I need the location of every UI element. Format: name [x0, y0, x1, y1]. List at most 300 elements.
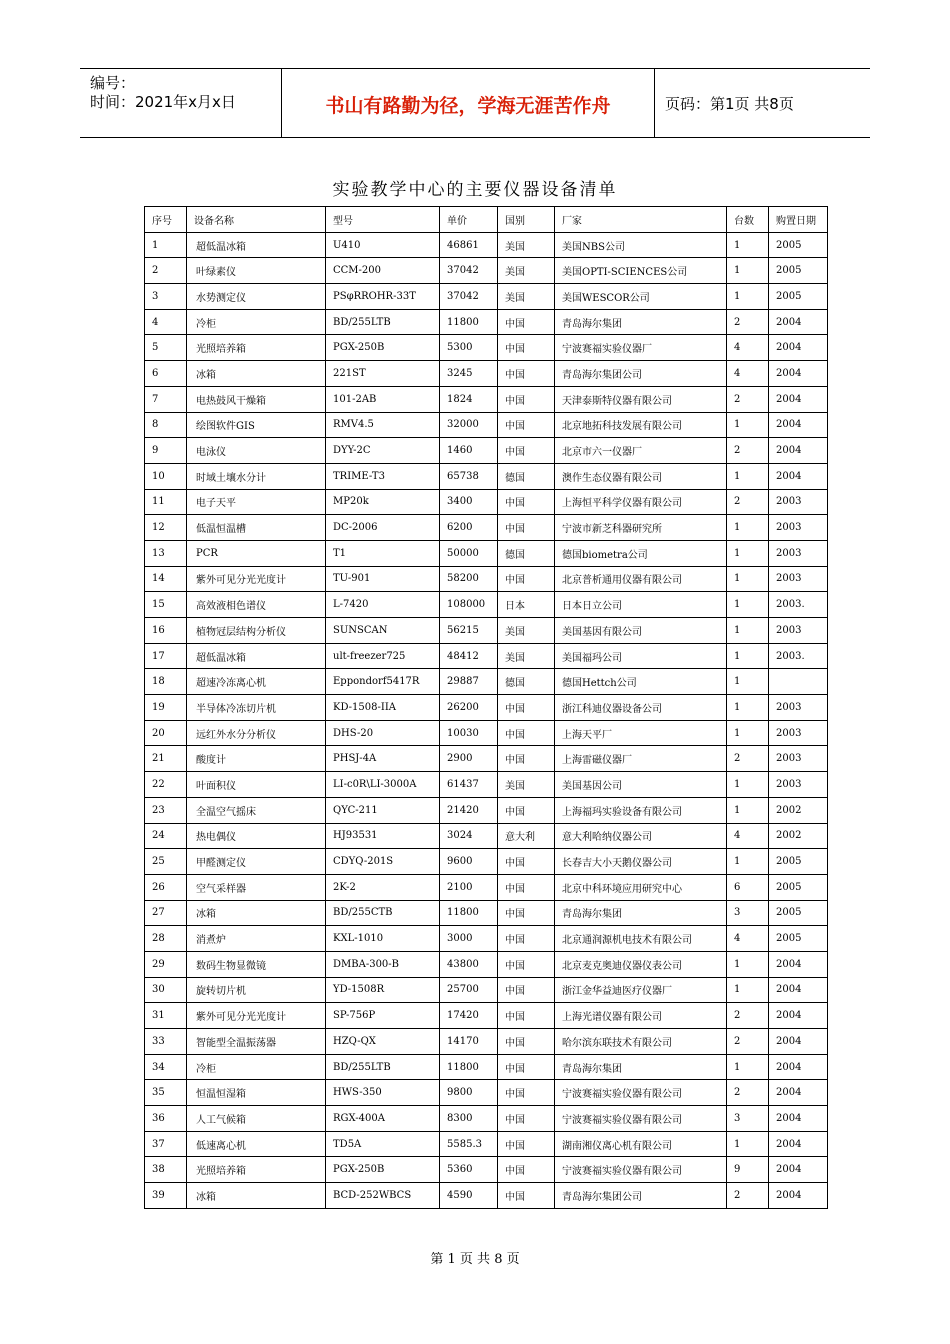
cell-model: DMBA-300-B	[326, 951, 440, 977]
table-row	[145, 720, 828, 746]
cell-index: 38	[145, 1157, 187, 1183]
cell-model: PGX-250B	[326, 1157, 440, 1183]
cell-index: 35	[145, 1080, 187, 1106]
cell-quantity: 2	[727, 1003, 769, 1029]
cell-maker: 德国Hettch公司	[555, 669, 727, 695]
cell-country: 美国	[498, 643, 555, 669]
cell-quantity: 1	[727, 540, 769, 566]
cell-maker: 日本日立公司	[555, 592, 727, 618]
table-row	[145, 823, 828, 849]
cell-date: 2002	[769, 823, 828, 849]
cell-country: 美国	[498, 284, 555, 310]
cell-name: 数码生物显微镜	[187, 951, 326, 977]
table-row	[145, 695, 828, 721]
cell-index: 17	[145, 643, 187, 669]
cell-date: 2005	[769, 926, 828, 952]
cell-country: 中国	[498, 309, 555, 335]
cell-maker: 意大利哈纳仪器公司	[555, 823, 727, 849]
cell-model: YD-1508R	[326, 977, 440, 1003]
cell-date: 2005	[769, 874, 828, 900]
table-header-row	[145, 207, 828, 233]
column-header-quantity: 台数	[727, 207, 769, 233]
cell-index: 39	[145, 1183, 187, 1209]
cell-price: 46861	[440, 232, 498, 258]
cell-maker: 美国OPTI-SCIENCES公司	[555, 258, 727, 284]
document-time: 时间：2021年x月x日	[90, 93, 236, 111]
table-row	[145, 1131, 828, 1157]
cell-name: 甲醛测定仪	[187, 849, 326, 875]
cell-country: 中国	[498, 1054, 555, 1080]
cell-price: 43800	[440, 951, 498, 977]
cell-price: 9800	[440, 1080, 498, 1106]
cell-index: 14	[145, 566, 187, 592]
cell-index: 29	[145, 951, 187, 977]
header-page-number: 页码：第1页 共8页	[665, 95, 794, 113]
cell-quantity: 1	[727, 669, 769, 695]
cell-name: 冰箱	[187, 900, 326, 926]
cell-name: 紫外可见分光光度计	[187, 566, 326, 592]
cell-index: 13	[145, 540, 187, 566]
cell-country: 中国	[498, 977, 555, 1003]
cell-price: 5360	[440, 1157, 498, 1183]
cell-price: 56215	[440, 618, 498, 644]
cell-name: 热电偶仪	[187, 823, 326, 849]
cell-maker: 北京通润源机电技术有限公司	[555, 926, 727, 952]
cell-country: 中国	[498, 746, 555, 772]
cell-quantity: 4	[727, 926, 769, 952]
cell-model: KD-1508-IIA	[326, 695, 440, 721]
cell-quantity: 1	[727, 720, 769, 746]
cell-name: 电子天平	[187, 489, 326, 515]
cell-date: 2004	[769, 386, 828, 412]
cell-maker: 青岛海尔集团	[555, 309, 727, 335]
cell-name: 时域土壤水分计	[187, 463, 326, 489]
cell-country: 日本	[498, 592, 555, 618]
table-row	[145, 926, 828, 952]
cell-country: 中国	[498, 1080, 555, 1106]
table-row	[145, 618, 828, 644]
cell-date: 2004	[769, 1106, 828, 1132]
cell-country: 中国	[498, 1183, 555, 1209]
cell-date: 2004	[769, 1157, 828, 1183]
cell-quantity: 2	[727, 746, 769, 772]
cell-name: 超速冷冻离心机	[187, 669, 326, 695]
cell-index: 16	[145, 618, 187, 644]
cell-date: 2004	[769, 438, 828, 464]
table-row	[145, 874, 828, 900]
cell-quantity: 1	[727, 463, 769, 489]
table-row	[145, 1054, 828, 1080]
cell-maker: 上海雷磁仪器厂	[555, 746, 727, 772]
cell-name: 空气采样器	[187, 874, 326, 900]
cell-index: 5	[145, 335, 187, 361]
table-row	[145, 515, 828, 541]
cell-date: 2003	[769, 540, 828, 566]
cell-country: 中国	[498, 951, 555, 977]
cell-date: 2003	[769, 720, 828, 746]
cell-date: 2005	[769, 900, 828, 926]
cell-country: 美国	[498, 772, 555, 798]
cell-price: 1824	[440, 386, 498, 412]
cell-date: 2003	[769, 515, 828, 541]
cell-model: BD/255CTB	[326, 900, 440, 926]
cell-index: 18	[145, 669, 187, 695]
cell-maker: 青岛海尔集团公司	[555, 361, 727, 387]
cell-model: BD/255LTB	[326, 309, 440, 335]
table-row	[145, 566, 828, 592]
cell-model: BD/255LTB	[326, 1054, 440, 1080]
cell-price: 3245	[440, 361, 498, 387]
cell-name: 冷柜	[187, 309, 326, 335]
cell-country: 中国	[498, 874, 555, 900]
cell-date: 2004	[769, 1054, 828, 1080]
cell-date: 2004	[769, 1003, 828, 1029]
table-row	[145, 258, 828, 284]
cell-price: 21420	[440, 797, 498, 823]
cell-date: 2004	[769, 1080, 828, 1106]
cell-date: 2003	[769, 772, 828, 798]
cell-index: 20	[145, 720, 187, 746]
column-header-name: 设备名称	[187, 207, 326, 233]
cell-model: HZQ-QX	[326, 1029, 440, 1055]
table-row	[145, 284, 828, 310]
cell-maker: 上海福玛实验设备有限公司	[555, 797, 727, 823]
cell-maker: 美国WESCOR公司	[555, 284, 727, 310]
cell-maker: 长春吉大小天鹅仪器公司	[555, 849, 727, 875]
cell-price: 9600	[440, 849, 498, 875]
cell-name: 光照培养箱	[187, 335, 326, 361]
cell-country: 美国	[498, 232, 555, 258]
table-row	[145, 1157, 828, 1183]
cell-name: 冰箱	[187, 361, 326, 387]
cell-quantity: 9	[727, 1157, 769, 1183]
cell-maker: 澳作生态仪器有限公司	[555, 463, 727, 489]
cell-date: 2003	[769, 618, 828, 644]
cell-index: 2	[145, 258, 187, 284]
cell-country: 中国	[498, 1029, 555, 1055]
cell-model: Eppondorf5417R	[326, 669, 440, 695]
column-header-date: 购置日期	[769, 207, 828, 233]
cell-date: 2003	[769, 566, 828, 592]
cell-name: 人工气候箱	[187, 1106, 326, 1132]
cell-index: 9	[145, 438, 187, 464]
cell-maker: 上海天平厂	[555, 720, 727, 746]
cell-index: 6	[145, 361, 187, 387]
cell-quantity: 2	[727, 309, 769, 335]
cell-price: 65738	[440, 463, 498, 489]
cell-index: 34	[145, 1054, 187, 1080]
cell-quantity: 1	[727, 232, 769, 258]
cell-name: 高效液相色谱仪	[187, 592, 326, 618]
table-row	[145, 1183, 828, 1209]
cell-country: 中国	[498, 1003, 555, 1029]
cell-maker: 宁波赛福实验仪器有限公司	[555, 1106, 727, 1132]
table-row	[145, 361, 828, 387]
cell-maker: 北京市六一仪器厂	[555, 438, 727, 464]
cell-maker: 北京麦克奥迪仪器仪表公司	[555, 951, 727, 977]
cell-model: BCD-252WBCS	[326, 1183, 440, 1209]
cell-maker: 北京普析通用仪器有限公司	[555, 566, 727, 592]
cell-quantity: 2	[727, 386, 769, 412]
column-header-country: 国别	[498, 207, 555, 233]
document-code: 编号：	[90, 74, 136, 92]
cell-date: 2004	[769, 309, 828, 335]
cell-country: 中国	[498, 900, 555, 926]
cell-model: LI-c0R\LI-3000A	[326, 772, 440, 798]
cell-model: PSφRROHR-33T	[326, 284, 440, 310]
cell-name: 低温恒温槽	[187, 515, 326, 541]
cell-index: 28	[145, 926, 187, 952]
cell-index: 10	[145, 463, 187, 489]
cell-price: 3000	[440, 926, 498, 952]
cell-country: 中国	[498, 797, 555, 823]
cell-date: 2004	[769, 463, 828, 489]
cell-date: 2003.	[769, 643, 828, 669]
cell-maker: 北京地拓科技发展有限公司	[555, 412, 727, 438]
cell-country: 德国	[498, 540, 555, 566]
cell-quantity: 4	[727, 823, 769, 849]
cell-country: 意大利	[498, 823, 555, 849]
table-row	[145, 386, 828, 412]
cell-country: 中国	[498, 566, 555, 592]
cell-quantity: 2	[727, 1029, 769, 1055]
header-motto: 书山有路勤为径，学海无涯苦作舟	[325, 95, 611, 117]
cell-index: 7	[145, 386, 187, 412]
cell-name: PCR	[187, 540, 326, 566]
cell-price: 11800	[440, 309, 498, 335]
cell-index: 11	[145, 489, 187, 515]
cell-quantity: 1	[727, 797, 769, 823]
cell-quantity: 1	[727, 772, 769, 798]
cell-quantity: 1	[727, 515, 769, 541]
cell-model: MP20k	[326, 489, 440, 515]
cell-country: 中国	[498, 438, 555, 464]
cell-country: 中国	[498, 1131, 555, 1157]
cell-quantity: 1	[727, 849, 769, 875]
cell-index: 12	[145, 515, 187, 541]
table-row	[145, 746, 828, 772]
cell-model: DC-2006	[326, 515, 440, 541]
cell-date: 2004	[769, 1131, 828, 1157]
table-body	[145, 232, 828, 1208]
cell-price: 1460	[440, 438, 498, 464]
cell-price: 108000	[440, 592, 498, 618]
cell-country: 德国	[498, 463, 555, 489]
cell-index: 25	[145, 849, 187, 875]
table-row	[145, 1029, 828, 1055]
table-row	[145, 463, 828, 489]
cell-model: ult-freezer725	[326, 643, 440, 669]
cell-price: 11800	[440, 1054, 498, 1080]
cell-name: 半导体冷冻切片机	[187, 695, 326, 721]
cell-date: 2004	[769, 1183, 828, 1209]
table-row	[145, 1003, 828, 1029]
cell-country: 中国	[498, 515, 555, 541]
cell-maker: 浙江金华益迪医疗仪器厂	[555, 977, 727, 1003]
cell-date: 2003	[769, 746, 828, 772]
cell-country: 中国	[498, 412, 555, 438]
cell-country: 中国	[498, 926, 555, 952]
cell-maker: 浙江科迪仪器设备公司	[555, 695, 727, 721]
cell-maker: 德国biometra公司	[555, 540, 727, 566]
cell-quantity: 1	[727, 977, 769, 1003]
cell-name: 电热鼓风干燥箱	[187, 386, 326, 412]
cell-index: 15	[145, 592, 187, 618]
cell-index: 24	[145, 823, 187, 849]
cell-quantity: 2	[727, 489, 769, 515]
table-row	[145, 232, 828, 258]
cell-maker: 美国福玛公司	[555, 643, 727, 669]
cell-maker: 哈尔滨东联技术有限公司	[555, 1029, 727, 1055]
cell-name: 光照培养箱	[187, 1157, 326, 1183]
column-header-index: 序号	[145, 207, 187, 233]
cell-index: 37	[145, 1131, 187, 1157]
cell-model: TU-901	[326, 566, 440, 592]
cell-date: 2005	[769, 258, 828, 284]
cell-model: SP-756P	[326, 1003, 440, 1029]
cell-name: 恒温恒湿箱	[187, 1080, 326, 1106]
cell-model: QYC-211	[326, 797, 440, 823]
cell-name: 电泳仪	[187, 438, 326, 464]
cell-name: 消煮炉	[187, 926, 326, 952]
cell-name: 低速离心机	[187, 1131, 326, 1157]
cell-model: CCM-200	[326, 258, 440, 284]
table-row	[145, 772, 828, 798]
cell-model: 101-2AB	[326, 386, 440, 412]
cell-quantity: 4	[727, 361, 769, 387]
table-row	[145, 797, 828, 823]
cell-maker: 湖南湘仪离心机有限公司	[555, 1131, 727, 1157]
cell-model: RGX-400A	[326, 1106, 440, 1132]
cell-quantity: 1	[727, 592, 769, 618]
cell-price: 61437	[440, 772, 498, 798]
cell-model: L-7420	[326, 592, 440, 618]
cell-maker: 美国基因公司	[555, 772, 727, 798]
cell-price: 4590	[440, 1183, 498, 1209]
cell-price: 10030	[440, 720, 498, 746]
cell-price: 5585.3	[440, 1131, 498, 1157]
cell-index: 3	[145, 284, 187, 310]
cell-name: 冰箱	[187, 1183, 326, 1209]
cell-price: 37042	[440, 258, 498, 284]
page-footer: 第 1 页 共 8 页	[430, 1252, 520, 1267]
cell-date: 2003	[769, 695, 828, 721]
cell-name: 超低温冰箱	[187, 232, 326, 258]
column-header-model: 型号	[326, 207, 440, 233]
cell-quantity: 2	[727, 1183, 769, 1209]
table-row	[145, 951, 828, 977]
table-row	[145, 669, 828, 695]
cell-date: 2005	[769, 232, 828, 258]
cell-quantity: 3	[727, 1106, 769, 1132]
table-row	[145, 309, 828, 335]
cell-date	[769, 669, 828, 695]
cell-name: 冷柜	[187, 1054, 326, 1080]
cell-index: 36	[145, 1106, 187, 1132]
cell-index: 19	[145, 695, 187, 721]
table-row	[145, 335, 828, 361]
page-header	[80, 68, 870, 138]
cell-name: 叶绿素仪	[187, 258, 326, 284]
cell-price: 5300	[440, 335, 498, 361]
cell-price: 58200	[440, 566, 498, 592]
cell-name: 紫外可见分光光度计	[187, 1003, 326, 1029]
cell-quantity: 3	[727, 900, 769, 926]
cell-price: 6200	[440, 515, 498, 541]
cell-name: 水势测定仪	[187, 284, 326, 310]
cell-country: 中国	[498, 1157, 555, 1183]
cell-date: 2004	[769, 412, 828, 438]
cell-maker: 宁波市新芝科器研究所	[555, 515, 727, 541]
cell-quantity: 1	[727, 951, 769, 977]
cell-price: 26200	[440, 695, 498, 721]
cell-maker: 宁波赛福实验仪器厂	[555, 335, 727, 361]
cell-index: 22	[145, 772, 187, 798]
cell-maker: 宁波赛福实验仪器有限公司	[555, 1080, 727, 1106]
cell-quantity: 6	[727, 874, 769, 900]
cell-quantity: 1	[727, 258, 769, 284]
cell-price: 48412	[440, 643, 498, 669]
cell-date: 2005	[769, 284, 828, 310]
cell-model: PGX-250B	[326, 335, 440, 361]
cell-date: 2005	[769, 849, 828, 875]
cell-model: DYY-2C	[326, 438, 440, 464]
cell-model: PHSJ-4A	[326, 746, 440, 772]
cell-name: 绘图软件GIS	[187, 412, 326, 438]
cell-price: 14170	[440, 1029, 498, 1055]
cell-maker: 宁波赛福实验仪器有限公司	[555, 1157, 727, 1183]
cell-index: 4	[145, 309, 187, 335]
cell-name: 远红外水分分析仪	[187, 720, 326, 746]
cell-maker: 北京中科环境应用研究中心	[555, 874, 727, 900]
cell-maker: 天津泰斯特仪器有限公司	[555, 386, 727, 412]
cell-price: 3024	[440, 823, 498, 849]
cell-model: CDYQ-201S	[326, 849, 440, 875]
cell-quantity: 4	[727, 335, 769, 361]
column-header-price: 单价	[440, 207, 498, 233]
cell-date: 2004	[769, 951, 828, 977]
cell-model: HJ93531	[326, 823, 440, 849]
cell-model: TRIME-T3	[326, 463, 440, 489]
cell-quantity: 1	[727, 618, 769, 644]
cell-price: 32000	[440, 412, 498, 438]
cell-name: 旋转切片机	[187, 977, 326, 1003]
cell-country: 中国	[498, 335, 555, 361]
cell-country: 美国	[498, 258, 555, 284]
cell-price: 8300	[440, 1106, 498, 1132]
table-row	[145, 438, 828, 464]
cell-model: DHS-20	[326, 720, 440, 746]
cell-maker: 上海光谱仪器有限公司	[555, 1003, 727, 1029]
table-row	[145, 489, 828, 515]
cell-quantity: 2	[727, 1080, 769, 1106]
cell-quantity: 2	[727, 438, 769, 464]
cell-quantity: 1	[727, 284, 769, 310]
cell-price: 3400	[440, 489, 498, 515]
cell-model: RMV4.5	[326, 412, 440, 438]
table-row	[145, 1080, 828, 1106]
cell-maker: 青岛海尔集团	[555, 900, 727, 926]
cell-index: 23	[145, 797, 187, 823]
cell-price: 50000	[440, 540, 498, 566]
cell-country: 中国	[498, 386, 555, 412]
table-row	[145, 1106, 828, 1132]
table-row	[145, 412, 828, 438]
cell-model: 221ST	[326, 361, 440, 387]
cell-date: 2004	[769, 335, 828, 361]
cell-country: 中国	[498, 489, 555, 515]
cell-quantity: 1	[727, 695, 769, 721]
